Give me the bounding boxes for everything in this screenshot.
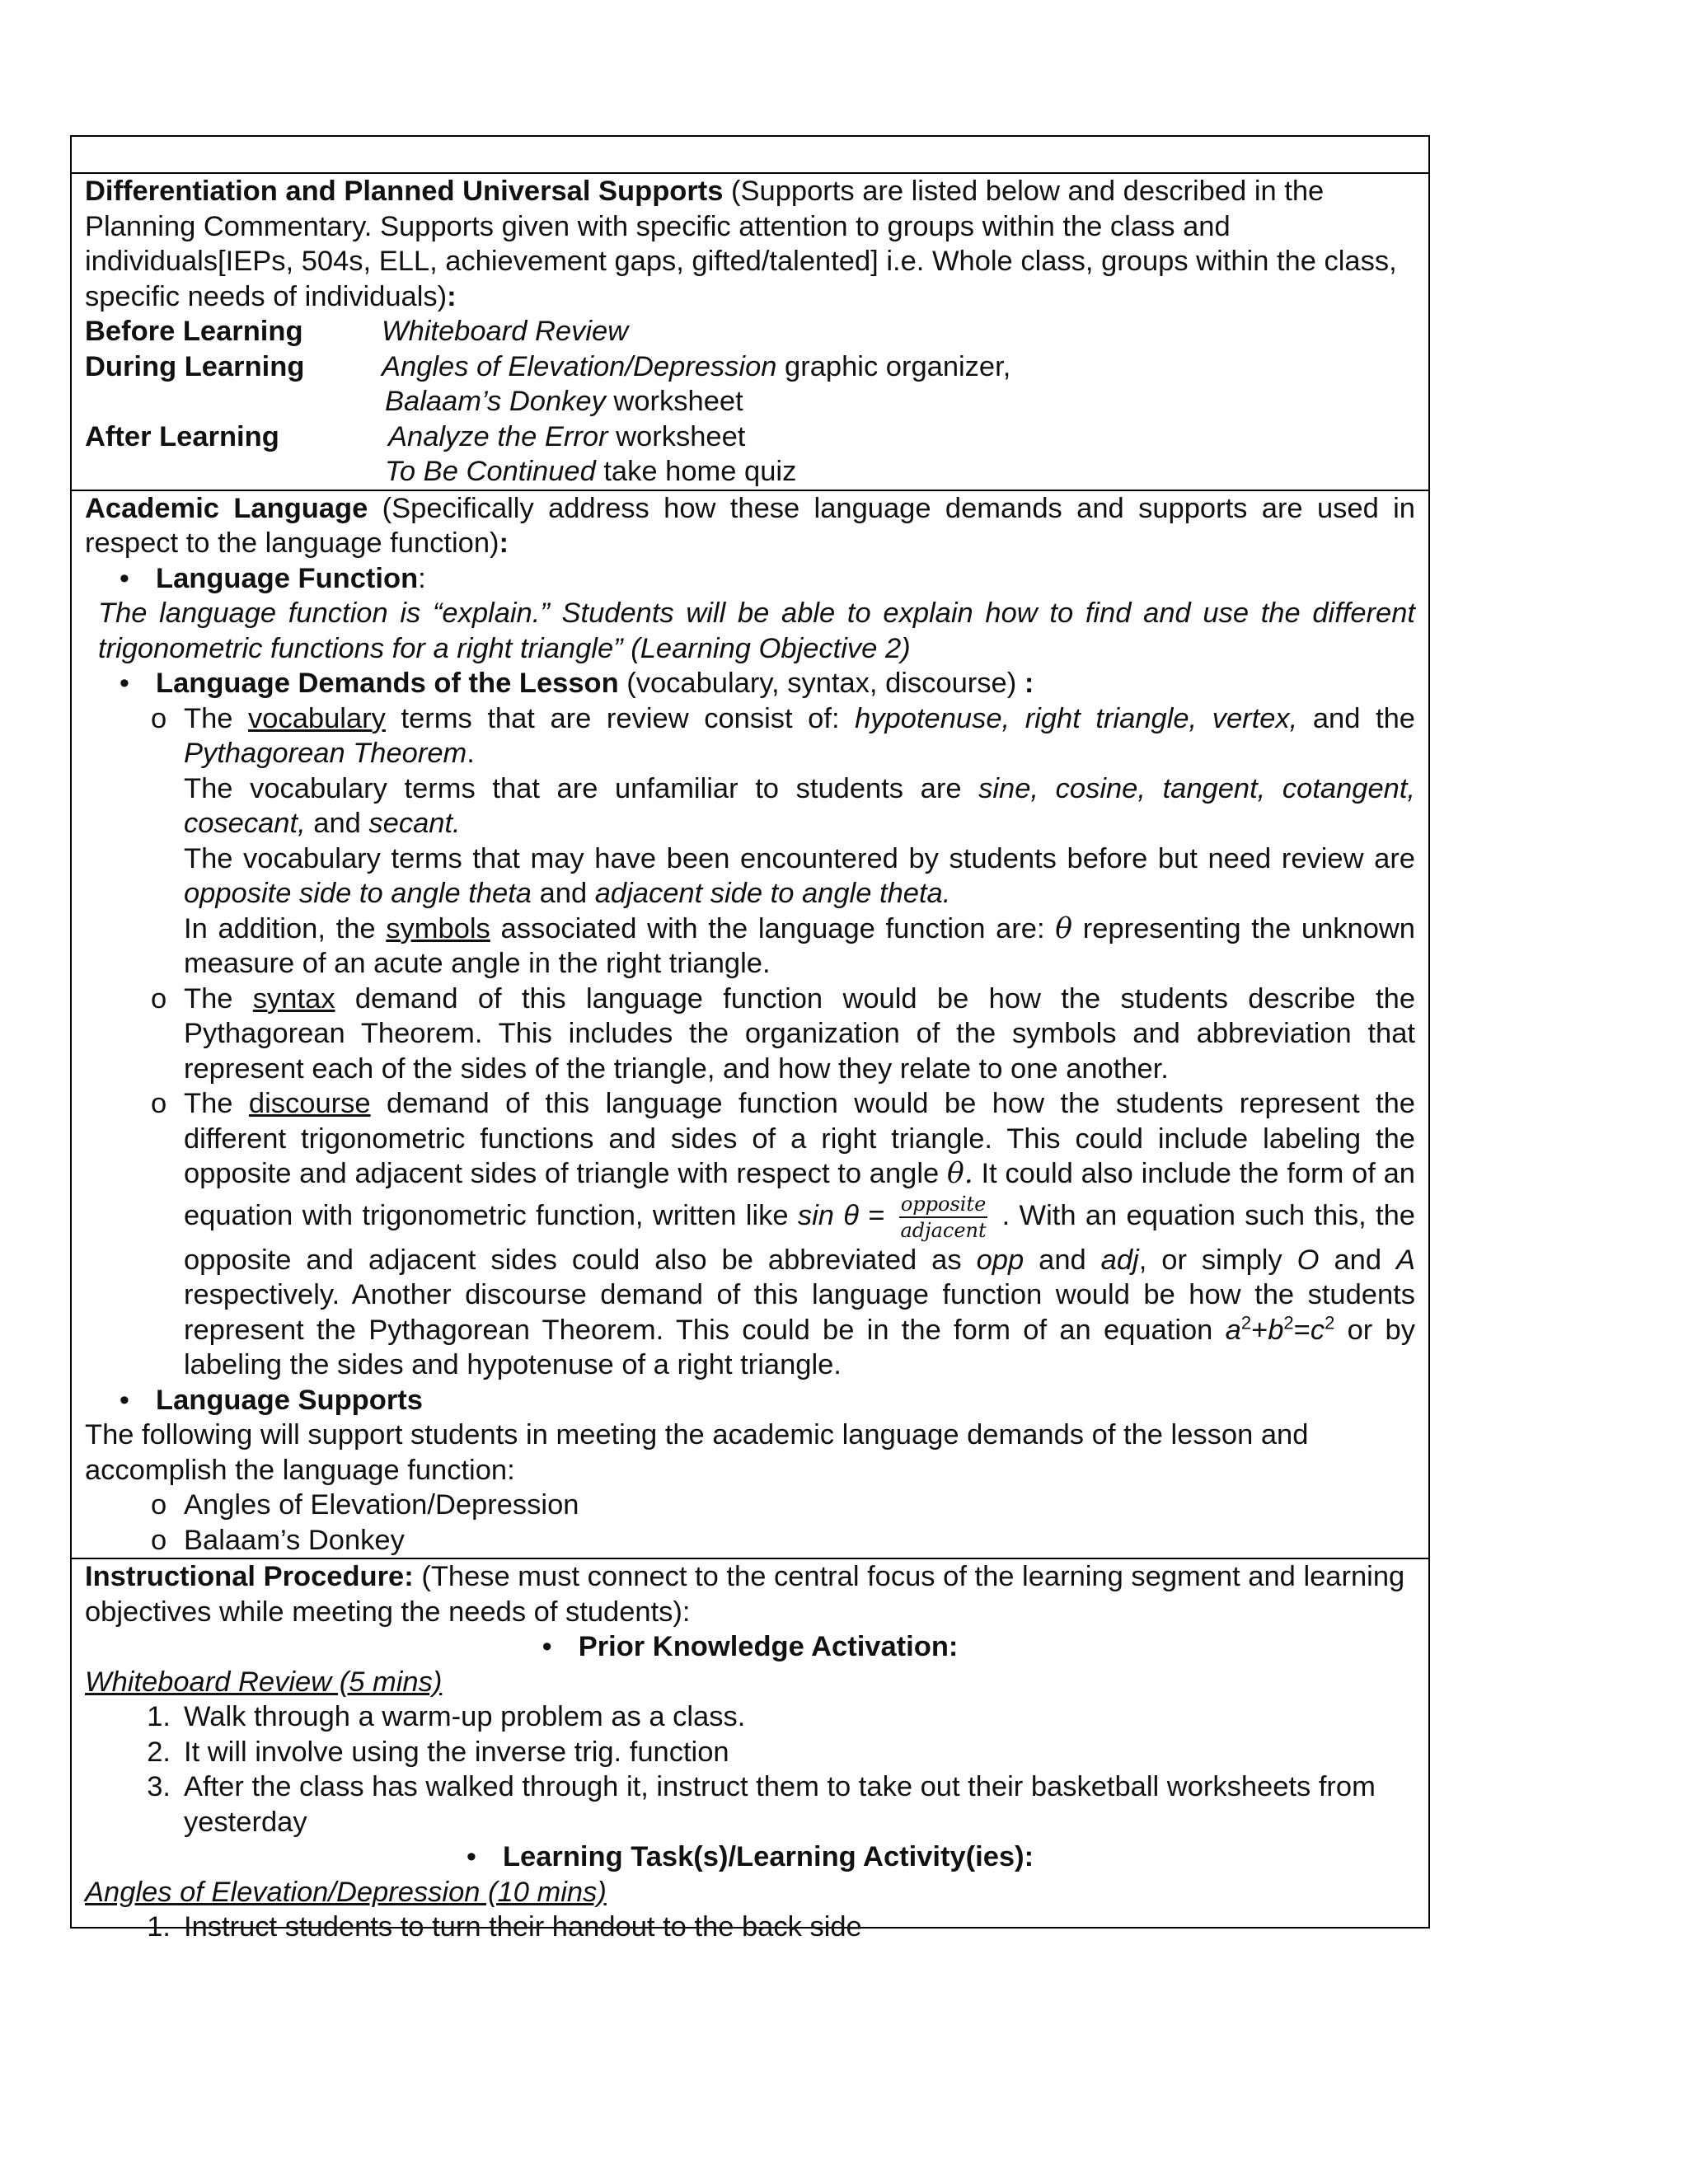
text-fragment: and the [1297,702,1415,734]
adj-abbrev: adj [1100,1244,1139,1276]
during-learning-row [85,349,1415,385]
vocabulary-word: vocabulary [248,702,386,734]
exponent: 2 [1325,1312,1335,1333]
bullet-icon: • [542,1631,552,1662]
unfamiliar-terms: sine, cosine, tangent, cotangent, cosecant, [184,772,1416,839]
text-fragment: or by labeling the sides and hypotenuse of a right triangle. [184,1314,1415,1380]
text-fragment: demand of this language function would be how the students represent the different trigonometric functions and sides of a right triangle. This could include labeling the opposite and adjacent sides of triangle with respect to angle [184,1088,1415,1189]
text-fragment: associated with the language function are: [490,912,1056,944]
discourse-item [85,1086,1415,1383]
step-number: 3. [147,1771,171,1802]
academic-language-paragraph [85,491,1415,561]
numbered-step [85,1699,1415,1735]
during-item-1-rest: graphic organizer, [776,350,1011,382]
bullet-icon: • [119,668,129,699]
learning-task-label: Learning Task(s)/Learning Activity(ies): [502,1841,1034,1872]
academic-language-intro: (Specifically address how these language demands and supports are used in respect to the language function) [85,492,1415,559]
support-item-1: Angles of Elevation/Depression [184,1489,579,1521]
language-function-paragraph [85,596,1415,666]
step-text: After the class has walked through it, instruct them to take out their basketball worksheets from yesterday [184,1771,1376,1838]
procedure-paragraph [85,1559,1415,1629]
encountered-terms-paragraph [85,841,1415,912]
empty-header-row [72,137,1428,174]
during-item-2-title: Balaam’s Donkey [385,386,606,417]
text-fragment: respectively. Another discourse demand of this language function would be how the students represent the Pythagorean Theorem. This could be in the form of an equation [184,1279,1415,1346]
angles-paragraph [85,1875,1415,1910]
exponent: 2 [1240,1312,1252,1333]
after-learning-value-2 [382,454,1415,490]
after-learning-row [85,419,1415,455]
unfamiliar-last-term: secant. [368,808,461,839]
language-function-label: Language Function [156,562,419,594]
grid-spacer [85,384,382,419]
sub-bullet-icon: o [151,702,167,734]
language-supports-heading [156,1383,1415,1418]
angles-steps [85,1910,1415,1945]
text-fragment: The [184,982,253,1015]
pythagorean-term: Pythagorean Theorem [184,738,467,769]
language-supports-label: Language Supports [156,1384,423,1416]
o-letter: O [1296,1244,1320,1276]
discourse-text [184,1086,1415,1383]
text-fragment: = [859,1199,894,1231]
grid-spacer [85,454,382,490]
after-item-2-title: To Be Continued [385,456,596,487]
syntax-word: syntax [252,982,335,1015]
language-function-bullet [85,561,1415,597]
after-item-2-rest: take home quiz [595,456,797,487]
eq-plus: + [1251,1314,1268,1346]
text-fragment: . [467,738,475,769]
text-fragment: In addition, the [184,912,387,944]
pythagorean-equation [1225,1312,1335,1346]
text-fragment: and [305,808,369,839]
text-fragment: . With an equation such this, the opposite and adjacent sides could also be abbreviated as [184,1199,1415,1276]
text-fragment: and [532,878,595,909]
trig-fraction [899,1192,987,1243]
discourse-word: discourse [248,1088,371,1119]
symbols-paragraph [85,912,1415,982]
sub-bullet-icon: o [151,1489,167,1521]
prior-knowledge-label: Prior Knowledge Activation: [578,1631,959,1662]
encountered-term-2: adjacent side to angle theta. [594,878,951,909]
differentiation-section [72,174,1428,491]
bullet-icon: • [466,1841,476,1872]
academic-language-section [72,491,1428,1560]
before-learning-item: Whiteboard Review [382,316,629,347]
step-number: 2. [147,1736,171,1768]
vocabulary-item [85,701,1415,771]
text-fragment: representing the unknown measure of an acute angle in the right triangle. [184,912,1415,979]
differentiation-paragraph [85,174,1415,314]
symbols-word: symbols [386,912,490,944]
after-item-1-title: Analyze the Error [388,420,608,452]
theta-symbol: θ [1055,912,1073,945]
fraction-numerator: opposite [899,1192,987,1218]
during-learning-row-2 [85,384,1415,419]
during-item-1-title: Angles of Elevation/Depression [382,350,777,382]
prior-knowledge-heading [85,1629,1415,1665]
support-item-2: Balaam’s Donkey [184,1524,405,1556]
sub-bullet-icon: o [151,982,167,1015]
step-text: It will involve using the inverse trig. function [184,1736,729,1768]
learning-task-heading [85,1840,1415,1875]
step-number: 1. [147,1701,171,1732]
differentiation-heading: Differentiation and Planned Universal Supports [85,176,724,207]
colon: : [1024,668,1034,699]
colon: : [447,280,457,312]
fraction-denominator: adjacent [900,1218,987,1242]
text-fragment: terms that are review consist of: [385,702,856,734]
before-learning-row [85,314,1415,349]
a-letter: A [1396,1244,1416,1276]
during-item-2-rest: worksheet [605,386,743,417]
language-supports-bullet [85,1383,1415,1418]
academic-language-heading: Academic Language [85,492,368,524]
encountered-term-1: opposite side to angle theta [184,878,532,909]
text-fragment: The vocabulary terms that may have been encountered by students before but need review are [184,842,1415,874]
text-fragment: The [184,702,249,734]
before-learning-label: Before Learning [85,316,303,347]
exponent: 2 [1283,1312,1294,1333]
during-learning-label: During Learning [85,350,305,382]
bullet-icon: • [119,562,129,594]
language-demands-rest: (vocabulary, syntax, discourse) [618,668,1025,699]
text-fragment: It could also include the form of an equation with trigonometric function, written like [184,1158,1415,1231]
support-item [85,1523,1415,1558]
differentiation-intro: (Supports are listed below and described in the Planning Commentary. Supports given with specific attention to groups within the class and individuals[IEPs, 504s, ELL, achievement gaps, gifted/talented] i.e. Whole class, groups within the class, specific needs of individuals) [85,176,1397,312]
eq-a: a [1225,1314,1241,1346]
colon: : [418,562,426,594]
bullet-icon: • [119,1384,129,1416]
angles-activity-title: Angles of Elevation/Depression (10 mins) [85,1876,607,1908]
procedure-heading: Instructional Procedure: [85,1561,414,1592]
procedure-intro: (These must connect to the central focus of the learning segment and learning objectives while meeting the needs of students): [85,1561,1405,1628]
during-learning-value [382,349,1415,385]
sub-bullet-icon: o [151,1088,167,1119]
during-learning-value-2 [382,384,1415,419]
text-fragment: and [1319,1244,1397,1276]
after-learning-label: After Learning [85,420,279,452]
numbered-step [85,1769,1415,1840]
theta-symbol: θ. [946,1157,973,1190]
syntax-item [85,982,1415,1087]
lesson-plan-table [70,135,1430,1943]
colon: : [499,527,509,559]
language-supports-text: The following will support students in meeting the academic language demands of the lesson and accomplish the language function: [85,1419,1309,1486]
sub-bullet-icon: o [151,1524,167,1556]
instructional-procedure-section [72,1559,1428,1945]
whiteboard-steps [85,1699,1415,1840]
before-learning-value [382,314,1415,349]
language-demands-label: Language Demands of the Lesson [156,668,619,699]
sin-theta: sin θ [797,1199,860,1231]
after-learning-value [382,419,1415,455]
eq-equals: = [1293,1314,1311,1346]
language-function-text: The language function is “explain.” Students will be able to explain how to find and use the different trigonometric functions for a right triangle” (Learning Objective 2) [98,598,1415,664]
vocabulary-text [184,701,1415,771]
language-demands-bullet [85,666,1415,701]
numbered-step [85,1735,1415,1770]
opp-abbrev: opp [976,1244,1025,1276]
eq-b: b [1268,1314,1284,1346]
step-text: Walk through a warm-up problem as a class. [184,1701,746,1732]
whiteboard-review-paragraph [85,1665,1415,1700]
text-fragment: The [184,1088,249,1119]
language-demands-heading [156,666,1415,701]
whiteboard-review-title: Whiteboard Review (5 mins) [85,1666,443,1698]
language-function-heading [156,561,1415,597]
after-learning-row-2 [85,454,1415,490]
text-fragment: demand of this language function would be how the students describe the Pythagorean Theorem. This includes the organization of the symbols and abbreviation that represent each of the sides of the triangle, and how they relate to one another. [184,982,1416,1085]
syntax-text [184,982,1415,1087]
text-fragment: , or simply [1138,1244,1297,1276]
text-fragment: and [1024,1244,1101,1276]
unfamiliar-terms-paragraph [85,771,1415,841]
text-fragment: The vocabulary terms that are unfamiliar to students are [184,772,979,804]
after-item-1-rest: worksheet [607,420,746,452]
support-item [85,1488,1415,1523]
eq-c: c [1310,1314,1325,1346]
step-text: Instruct students to turn their handout to the back side [184,1911,862,1943]
review-terms: hypotenuse, right triangle, vertex, [855,702,1298,734]
step-number: 1. [147,1911,171,1943]
numbered-step [85,1910,1415,1945]
